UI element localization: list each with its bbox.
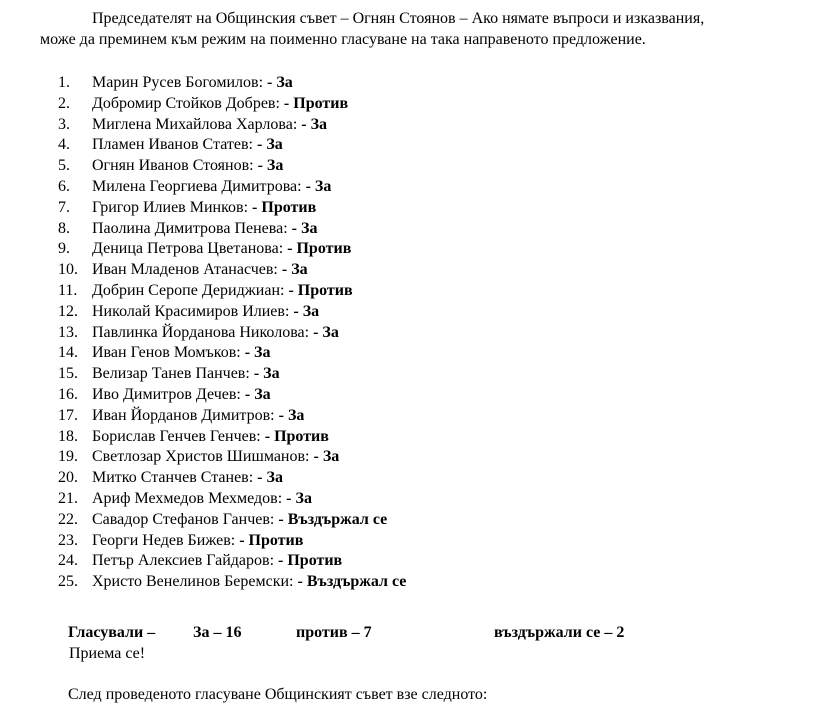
vote-value: - За	[313, 323, 339, 341]
councillor-name: Иван Генов Момъков:	[92, 344, 241, 362]
vote-list-item	[58, 260, 406, 281]
vote-list-item	[58, 447, 406, 468]
vote-list-item	[58, 135, 406, 156]
vote-list-item	[58, 572, 406, 593]
councillor-name: Христо Венелинов Беремски:	[92, 573, 294, 591]
vote-number: 16.	[58, 385, 78, 403]
vote-value: - Въздържал се	[278, 510, 388, 528]
vote-list-item	[58, 510, 406, 531]
councillor-name: Добрин Серопе Дериджиан:	[92, 281, 285, 299]
vote-list-item	[58, 198, 406, 219]
vote-value: - Против	[288, 281, 353, 299]
intro-line-2: може да преминем към режим на поименно гласуване на така направеното предложение.	[40, 31, 646, 48]
vote-number: 3.	[58, 115, 70, 133]
vote-value: - За	[313, 448, 340, 466]
vote-value: - За	[244, 344, 271, 362]
councillor-name: Миглена Михайлова Харлова:	[92, 115, 298, 133]
vote-list-item	[58, 239, 406, 260]
vote-list-item	[58, 94, 406, 115]
vote-value: - Въздържал се	[297, 573, 407, 591]
vote-number: 17.	[58, 406, 78, 424]
councillor-name: Деница Петрова Цветанова:	[92, 240, 284, 258]
vote-number: 6.	[58, 177, 70, 195]
vote-list-item	[58, 177, 406, 198]
councillor-name: Иван Младенов Атанасчев:	[92, 261, 278, 279]
vote-value: - За	[257, 469, 283, 487]
councillor-name: Николай Красимиров Илиев:	[92, 302, 290, 320]
councillor-name: Георги Недев Бижев:	[92, 531, 236, 549]
totals-abstained: въздържали се – 2	[494, 624, 625, 641]
vote-number: 22.	[58, 510, 78, 528]
vote-list-item	[58, 468, 406, 489]
vote-value: - Против	[278, 552, 343, 570]
vote-list-item	[58, 364, 406, 385]
vote-number: 15.	[58, 365, 78, 383]
intro-paragraph	[40, 8, 820, 50]
councillor-name: Григор Илиев Минков:	[92, 198, 249, 216]
vote-number: 19.	[58, 448, 78, 466]
intro-line-1: Председателят на Общинския съвет – Огнян Стоянов – Ако нямате въпроси и изказвания,	[92, 10, 705, 27]
vote-number: 5.	[58, 157, 70, 175]
vote-value: - За	[286, 489, 312, 507]
councillor-name: Иво Димитров Дечев:	[92, 385, 241, 403]
vote-value: - За	[281, 261, 308, 279]
councillor-name: Савадор Стефанов Ганчев:	[92, 510, 275, 528]
vote-value: - За	[291, 219, 318, 237]
vote-list-item	[58, 489, 406, 510]
vote-number: 8.	[58, 219, 70, 237]
vote-value: - За	[256, 136, 283, 154]
vote-list-item	[58, 406, 406, 427]
vote-totals	[68, 622, 768, 643]
vote-list-item	[58, 343, 406, 364]
vote-value: - Против	[287, 240, 352, 258]
vote-number: 24.	[58, 552, 78, 570]
councillor-name: Огнян Иванов Стоянов:	[92, 157, 254, 175]
vote-number: 2.	[58, 94, 70, 112]
vote-value: - За	[267, 74, 293, 91]
vote-value: - Против	[264, 427, 329, 445]
vote-value: - За	[293, 302, 320, 320]
accepted-text: Приема се!	[69, 645, 146, 662]
councillor-name: Пламен Иванов Статев:	[92, 136, 253, 154]
councillor-name: Иван Йорданов Димитров:	[92, 406, 275, 424]
councillor-name: Светлозар Христов Шишманов:	[92, 448, 310, 466]
vote-value: - Против	[239, 531, 304, 549]
vote-list-item	[58, 281, 406, 302]
vote-number: 1.	[58, 74, 70, 91]
vote-value: - За	[278, 406, 305, 424]
vote-list-item	[58, 302, 406, 323]
vote-list-item	[58, 531, 406, 552]
councillor-name: Добромир Стойков Добрев:	[92, 94, 280, 112]
councillor-name: Митко Станчев Станев:	[92, 469, 254, 487]
councillor-name: Паолина Димитрова Пенева:	[92, 219, 288, 237]
vote-number: 21.	[58, 489, 78, 507]
vote-list-item	[58, 427, 406, 448]
councillor-name: Марин Русев Богомилов:	[92, 74, 264, 91]
councillor-name: Ариф Мехмедов Мехмедов:	[92, 489, 283, 507]
vote-number: 14.	[58, 344, 78, 362]
councillor-name: Велизар Танев Панчев:	[92, 365, 250, 383]
vote-value: - За	[305, 177, 332, 195]
councillor-name: Петър Алексиев Гайдаров:	[92, 552, 275, 570]
vote-value: - Против	[283, 94, 349, 112]
vote-number: 12.	[58, 302, 78, 320]
vote-list-item	[58, 219, 406, 240]
vote-number: 7.	[58, 198, 70, 216]
vote-number: 25.	[58, 573, 78, 591]
councillor-name: Борислав Генчев Генчев:	[92, 427, 261, 445]
closing-text: След проведеното гласуване Общинският съвет взе следното:	[68, 686, 488, 703]
vote-number: 13.	[58, 323, 78, 341]
vote-value: - За	[257, 157, 284, 175]
vote-list-item	[58, 156, 406, 177]
vote-value: - За	[301, 115, 328, 133]
vote-value: - За	[253, 365, 280, 383]
totals-for: За – 16	[193, 624, 242, 641]
vote-value: - За	[244, 385, 271, 403]
totals-label: Гласували –	[68, 624, 156, 641]
vote-list-item	[58, 551, 406, 572]
vote-list-item	[58, 73, 406, 94]
councillor-name: Милена Георгиева Димитрова:	[92, 177, 302, 195]
vote-number: 20.	[58, 469, 78, 487]
vote-list-item	[58, 323, 406, 344]
vote-number: 18.	[58, 427, 78, 445]
vote-number: 11.	[58, 281, 78, 299]
vote-number: 10.	[58, 261, 78, 279]
totals-against: против – 7	[296, 624, 372, 641]
vote-number: 9.	[58, 240, 70, 258]
vote-number: 23.	[58, 531, 78, 549]
councillor-name: Павлинка Йорданова Николова:	[92, 323, 310, 341]
vote-number: 4.	[58, 136, 70, 154]
roll-call-vote-list	[58, 73, 406, 593]
vote-value: - Против	[252, 198, 317, 216]
vote-list-item	[58, 385, 406, 406]
vote-list-item	[58, 115, 406, 136]
